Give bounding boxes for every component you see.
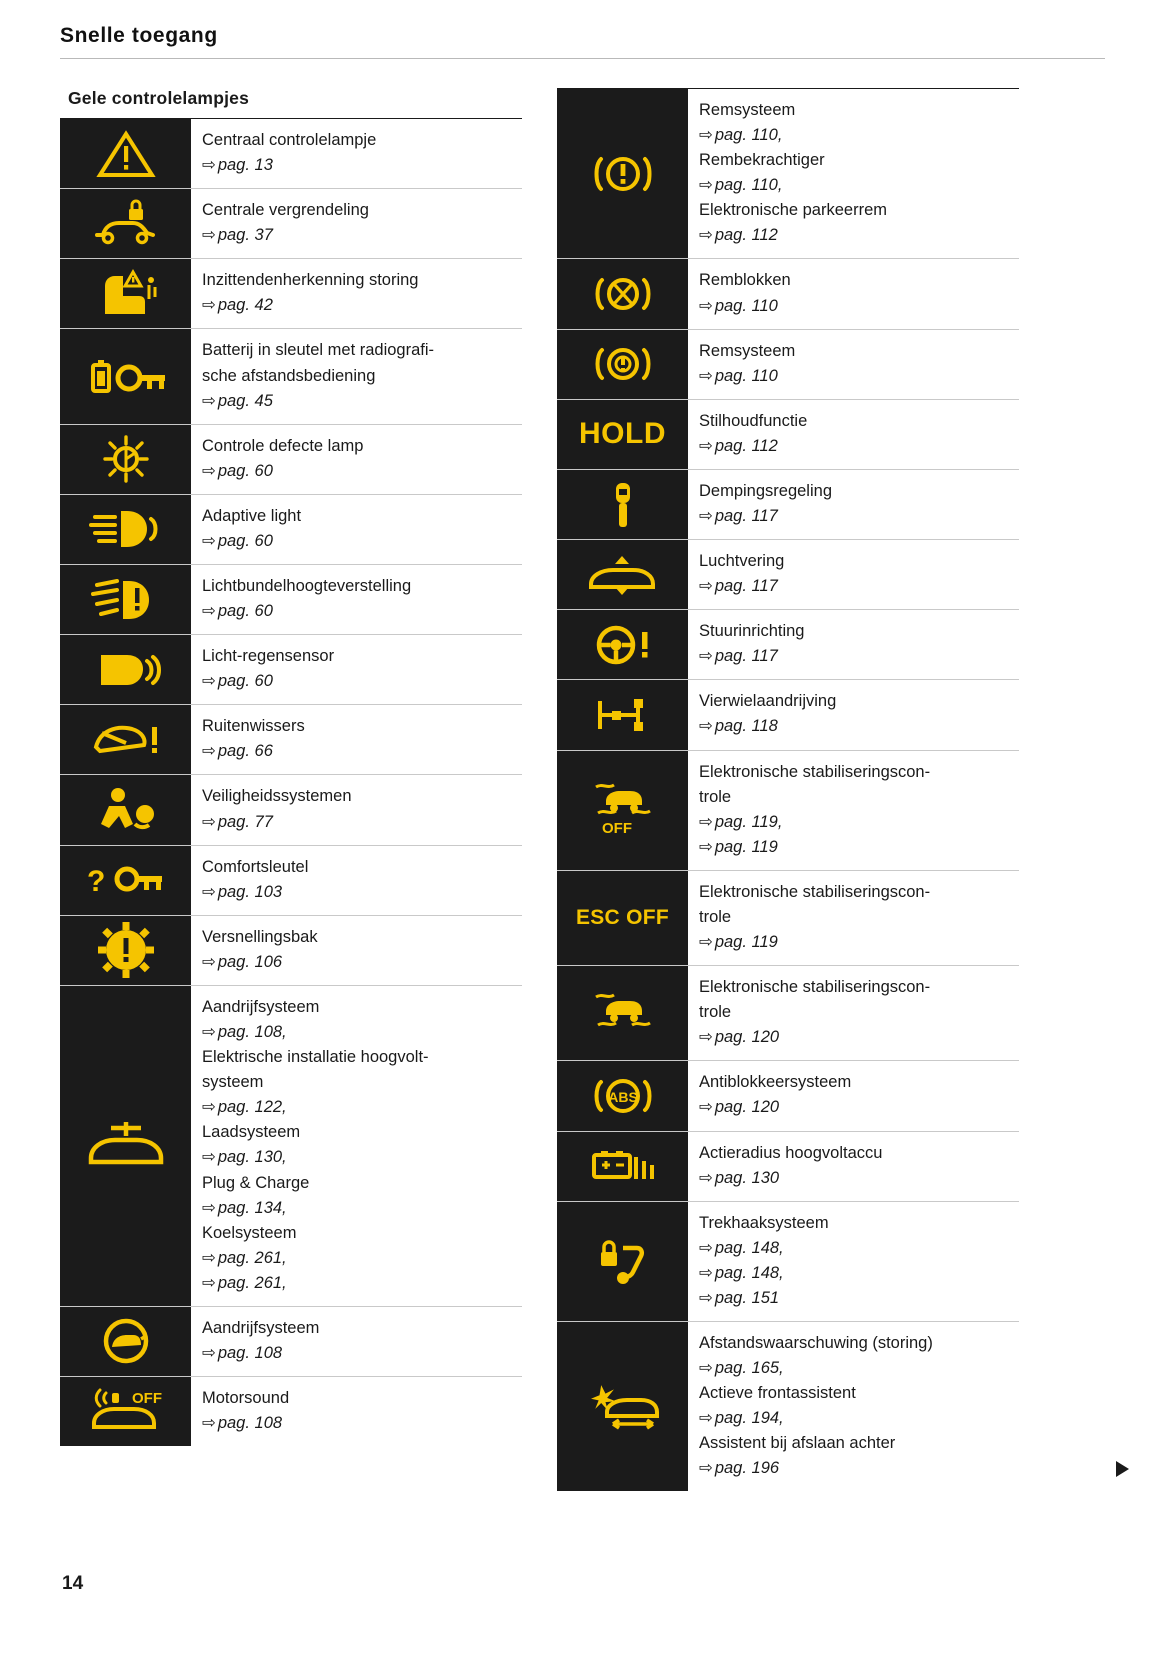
distance-warning-icon [557,1322,688,1491]
arrow-icon: ⇨ [699,812,713,831]
arrow-icon: ⇨ [699,837,713,856]
row-label: Veiligheidssystemen [202,787,352,806]
page-number: 14 [62,1573,84,1594]
hold-text-icon [557,400,688,469]
page-ref: pag. 117 [714,507,778,526]
arrow-icon: ⇨ [202,952,216,971]
row-label: Remblokken [699,271,791,290]
table-row [557,680,1019,750]
arrow-icon: ⇨ [699,507,713,526]
table-row [557,1061,1019,1131]
row-label-cont: Plug & Charge [202,1173,310,1192]
row-label-cont: trole [699,1003,732,1022]
arrow-icon: ⇨ [699,577,713,596]
page-ref: pag. 261, [217,1248,287,1267]
page-ref: pag. 148, [714,1263,784,1282]
right-column [557,88,1019,1491]
bulb-failure-icon [60,425,191,494]
page-ref: pag. 261, [217,1273,287,1292]
page-ref: pag. 120 [714,1098,780,1117]
page-ref: pag. 45 [217,391,273,410]
svg-text:OFF: OFF [131,1389,162,1407]
row-label: Centrale vergrendeling [202,201,369,220]
table-row [557,400,1019,470]
table-row-text [191,775,522,844]
page-ref: pag. 117 [714,577,778,596]
brake-warning-icon [557,330,688,399]
row-label-cont: Elektrische installatie hoogvolt- [202,1048,429,1067]
row-label: Stuurinrichting [699,622,805,641]
arrow-icon: ⇨ [699,296,713,315]
arrow-icon: ⇨ [202,1148,216,1167]
arrow-icon: ⇨ [699,1238,713,1257]
tow-hitch-icon [557,1202,688,1321]
arrow-icon: ⇨ [699,1359,713,1378]
headlight-range-icon [60,565,191,634]
arrow-icon: ⇨ [699,366,713,385]
row-label: Versnellingsbak [202,927,318,946]
table-row-text [688,1061,1019,1130]
arrow-icon: ⇨ [699,717,713,736]
arrow-icon: ⇨ [202,672,216,691]
arrow-icon: ⇨ [699,1288,713,1307]
table-row [60,1307,522,1377]
table-row-text [191,495,522,564]
table-row [557,470,1019,540]
table-row-text [688,330,1019,399]
arrow-icon: ⇨ [202,461,216,480]
page-ref: pag. 106 [217,952,283,971]
svg-text:?: ? [86,865,105,899]
brake-pads-icon [557,259,688,328]
page-ref: pag. 110, [714,126,783,145]
table-row-text [191,259,522,328]
row-label: Centraal controlelampje [202,131,377,149]
page-ref: pag. 108 [217,1343,283,1362]
table-row [557,1202,1019,1322]
table-row-text [191,189,522,258]
damping-control-icon [557,470,688,539]
hold-label: HOLD [579,417,666,451]
arrow-icon: ⇨ [202,882,216,901]
drive-system-car-icon [60,986,191,1306]
arrow-icon: ⇨ [699,647,713,666]
content-columns [60,88,1105,1491]
header-divider [60,58,1105,59]
row-label-cont: Laadsysteem [202,1123,301,1142]
arrow-icon: ⇨ [202,1098,216,1117]
arrow-icon: ⇨ [202,1198,216,1217]
left-column-heading: Gele controlelampjes [60,88,522,119]
table-row-text [191,565,522,634]
row-label: Elektronische stabiliseringscon- [699,882,931,901]
table-row-text [191,329,522,423]
gearbox-icon [60,916,191,985]
row-label: Licht-regensensor [202,647,335,666]
table-row [60,425,522,495]
row-label: Ruitenwissers [202,717,305,736]
row-label: Aandrijfsysteem [202,997,320,1016]
table-row-text [688,1132,1019,1201]
table-row [60,495,522,565]
arrow-icon: ⇨ [202,602,216,621]
row-label: Antiblokkeersysteem [699,1073,852,1092]
row-label: Actieradius hoogvoltaccu [699,1143,883,1162]
table-row [557,1322,1019,1491]
page-ref: pag. 196 [714,1459,780,1478]
left-column [60,88,522,1491]
page-title: Snelle toegang [60,24,218,47]
page-ref: pag. 112 [714,226,778,245]
table-row [60,775,522,845]
arrow-icon: ⇨ [202,812,216,831]
abs-icon [557,1061,688,1130]
arrow-icon: ⇨ [699,1263,713,1282]
table-row [557,540,1019,610]
arrow-icon: ⇨ [202,1343,216,1362]
warning-triangle-icon [60,119,191,188]
arrow-icon: ⇨ [202,1023,216,1042]
table-row [557,1132,1019,1202]
arrow-icon: ⇨ [202,296,216,315]
page-ref: pag. 13 [217,156,273,175]
row-label-cont: trole [699,787,732,806]
row-label: Inzittendenherkenning storing [202,271,419,290]
page-ref: pag. 194, [714,1409,784,1428]
arrow-icon: ⇨ [202,742,216,761]
table-row-text [191,1377,522,1446]
occupant-detection-icon [60,259,191,328]
light-rain-sensor-icon [60,635,191,704]
page-ref: pag. 151 [714,1288,780,1307]
table-row [60,259,522,329]
row-label: Vierwielaandrijving [699,692,837,711]
key-battery-icon [60,329,191,423]
page-ref: pag. 103 [217,882,283,901]
row-label-cont: trole [699,907,732,926]
arrow-icon: ⇨ [699,1028,713,1047]
page-ref: pag. 110 [714,366,778,385]
table-row [60,705,522,775]
page-ref: pag. 42 [217,296,273,315]
row-label: Controle defecte lamp [202,436,364,455]
page-ref: pag. 165, [714,1359,784,1378]
page-ref: pag. 110, [714,176,783,195]
four-wheel-drive-icon [557,680,688,749]
row-label-cont: Actieve frontassistent [699,1384,856,1403]
table-row-text [688,470,1019,539]
table-row-text [688,1322,1019,1491]
arrow-icon: ⇨ [699,126,713,145]
arrow-icon: ⇨ [202,1414,216,1433]
row-label: Aandrijfsysteem [202,1318,320,1337]
row-label: Trekhaaksysteem [699,1213,829,1232]
table-row [60,119,522,189]
row-label: Elektronische stabiliseringscon- [699,762,931,781]
page-ref: pag. 148, [714,1238,784,1257]
page-ref: pag. 110 [714,296,778,315]
table-row-text [688,89,1019,258]
table-row-text [688,400,1019,469]
air-suspension-icon [557,540,688,609]
wiper-icon [60,705,191,774]
table-row [557,871,1019,966]
esc-off-car-icon [557,751,688,870]
arrow-icon: ⇨ [202,156,216,175]
page-ref: pag. 60 [217,602,273,621]
table-row-text [191,705,522,774]
table-row [557,259,1019,329]
table-row [60,916,522,986]
page-ref: pag. 130 [714,1168,780,1187]
page-ref: pag. 60 [217,672,273,691]
row-label: Afstandswaarschuwing (storing) [699,1333,933,1352]
page-ref: pag. 120 [714,1028,780,1047]
row-label-cont: Assistent bij afslaan achter [699,1434,896,1453]
page-ref: pag. 117 [714,647,778,666]
table-row-text [191,1307,522,1376]
next-page-triangle-icon [1116,1461,1129,1477]
table-row [60,1377,522,1446]
table-row [557,330,1019,400]
arrow-icon: ⇨ [699,1459,713,1478]
steering-icon [557,610,688,679]
table-row-text [191,119,522,188]
arrow-icon: ⇨ [699,226,713,245]
table-row-text [688,259,1019,328]
arrow-icon: ⇨ [202,1273,216,1292]
row-label: Adaptive light [202,506,302,525]
table-row-text [688,680,1019,749]
svg-text:ABS: ABS [607,1088,638,1105]
table-row [557,89,1019,259]
row-label: Comfortsleutel [202,857,309,876]
esc-off-text-icon [557,871,688,965]
drive-system-turtle-icon [60,1307,191,1376]
page-ref: pag. 108, [217,1023,287,1042]
page-ref: pag. 60 [217,531,273,550]
table-row [557,610,1019,680]
arrow-icon: ⇨ [202,226,216,245]
table-row-text [191,916,522,985]
table-row-text [191,986,522,1306]
table-row [557,966,1019,1061]
table-row-text [191,846,522,915]
row-label-cont: Elektronische parkeerrem [699,201,887,220]
table-row-text [191,635,522,704]
row-label-cont: sche afstandsbediening [202,366,376,385]
page-ref: pag. 118 [714,717,778,736]
table-row [60,846,522,916]
arrow-icon: ⇨ [202,1248,216,1267]
row-label: Stilhoudfunctie [699,411,808,430]
table-row-text [688,966,1019,1060]
table-row [60,329,522,424]
page-ref: pag. 77 [217,812,273,831]
row-label: Elektronische stabiliseringscon- [699,978,931,997]
table-row-text [688,540,1019,609]
high-voltage-battery-range-icon [557,1132,688,1201]
row-label: Dempingsregeling [699,481,832,500]
table-row [60,189,522,259]
arrow-icon: ⇨ [699,933,713,952]
row-label: Remsysteem [699,341,796,360]
page-ref: pag. 37 [217,226,273,245]
page-ref: pag. 112 [714,436,778,455]
row-label: Motorsound [202,1389,290,1408]
table-row [60,565,522,635]
page-ref: pag. 134, [217,1198,287,1217]
arrow-icon: ⇨ [699,436,713,455]
arrow-icon: ⇨ [699,1168,713,1187]
page-ref: pag. 130, [217,1148,287,1167]
arrow-icon: ⇨ [699,176,713,195]
page-header [60,24,1105,59]
arrow-icon: ⇨ [202,531,216,550]
row-label-cont: Rembekrachtiger [699,151,825,170]
table-row [60,635,522,705]
page-ref: pag. 108 [217,1414,283,1433]
row-label: Batterij in sleutel met radiografi- [202,341,435,360]
arrow-icon: ⇨ [699,1409,713,1428]
page-ref: pag. 119 [714,933,778,952]
table-row-text [688,751,1019,870]
comfort-key-icon [60,846,191,915]
page-ref: pag. 119, [714,812,783,831]
row-label: Lichtbundelhoogteverstelling [202,577,412,596]
svg-text:OFF: OFF [601,820,632,838]
row-label: Remsysteem [699,101,796,119]
page-ref: pag. 122, [217,1098,287,1117]
seatbelt-airbag-icon [60,775,191,844]
table-row [557,751,1019,871]
adaptive-light-icon [60,495,191,564]
arrow-icon: ⇨ [699,1098,713,1117]
row-label-cont: Koelsysteem [202,1223,297,1242]
esc-off-label: ESC OFF [575,905,670,929]
table-row-text [191,425,522,494]
esc-car-skid-icon [557,966,688,1060]
row-label: Luchtvering [699,552,785,571]
brake-system-icon [557,89,688,258]
motorsound-off-icon [60,1377,191,1446]
row-label-cont: systeem [202,1073,264,1092]
table-row [60,986,522,1307]
table-row-text [688,610,1019,679]
central-locking-icon [60,189,191,258]
page-ref: pag. 66 [217,742,273,761]
page-ref: pag. 60 [217,461,273,480]
page-ref: pag. 119 [714,837,778,856]
table-row-text [688,871,1019,965]
table-row-text [688,1202,1019,1321]
arrow-icon: ⇨ [202,391,216,410]
